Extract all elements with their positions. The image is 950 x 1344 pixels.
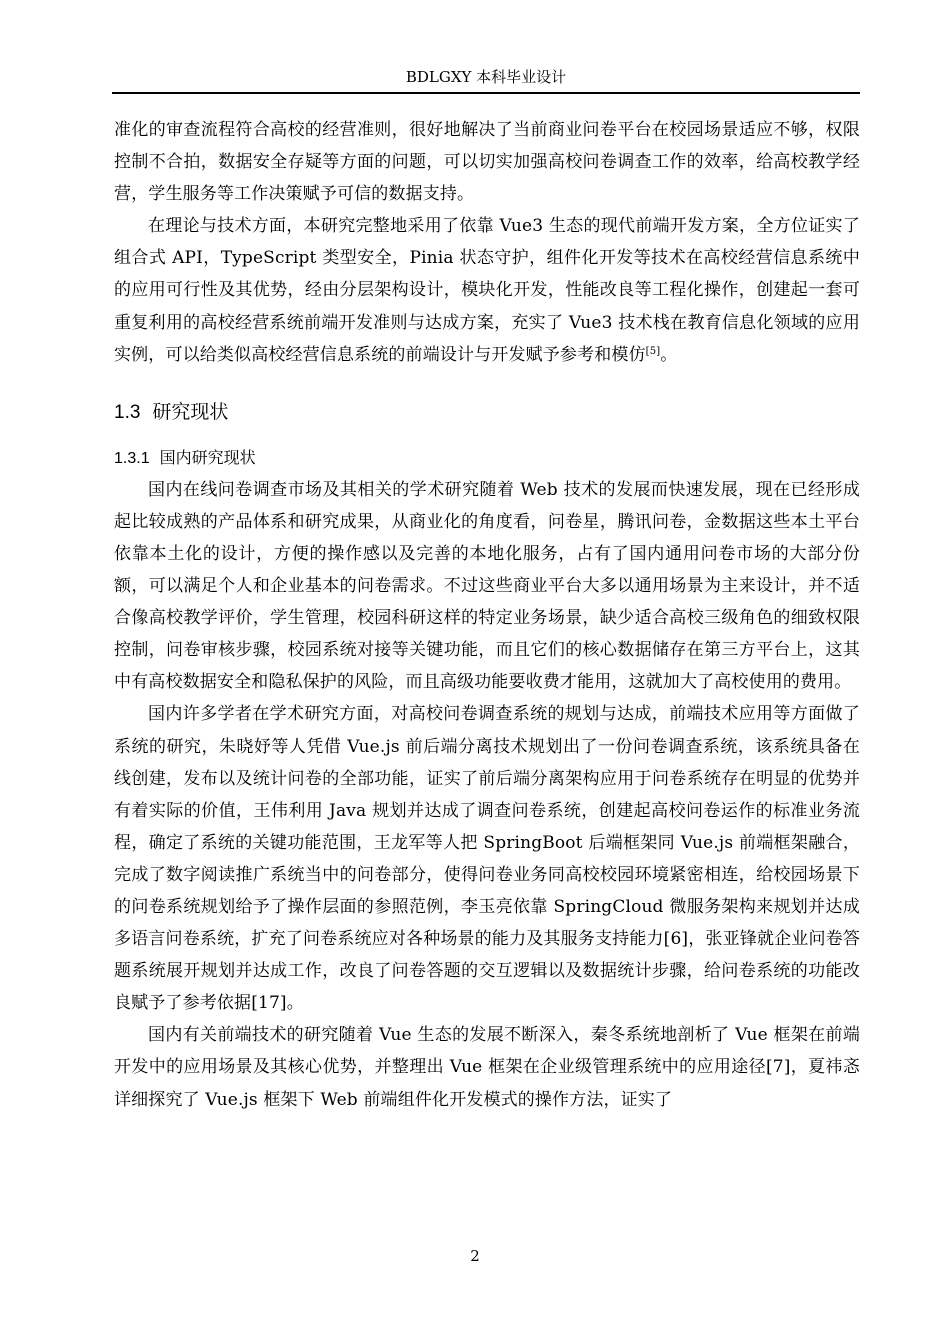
paragraph-5: 国内有关前端技术的研究随着 Vue 生态的发展不断深入，秦冬系统地剖析了 Vue 框架在前端开发中的应用场景及其核心优势，并整理出 Vue 框架在企业级管理系统中的应用途径[7]，夏祎忞详细探究了 Vue.js 框架下 Web 前端组件化开发模式的操作方法，证实了 xyxy=(114,1025,860,1110)
subsection-number: 1.3.1 xyxy=(114,449,150,467)
page-number: 2 xyxy=(470,1247,480,1265)
paragraph-3: 国内在线问卷调查市场及其相关的学术研究随着 Web 技术的发展而快速发展，现在已经形成起比较成熟的产品体系和研究成果，从商业化的角度看，问卷星，腾讯问卷，金数据这些本土平台依靠本土化的设计，方便的操作感以及完善的本地化服务，占有了国内通用问卷市场的大部分份额，可以满足个人和企业基本的问卷需求。不过这些商业平台大多以通用场景为主来设计，并不适合像高校教学评价，学生管理，校园科研这样的特定业务场景，缺少适合高校三级角色的细致权限控制，问卷审核步骤，校园系统对接等关键功能，而且它们的核心数据储存在第三方平台上，这其中有高校数据安全和隐私保护的风险，而且高级功能要收费才能用，这就加大了高校使用的费用。 xyxy=(114,479,860,693)
section-number: 1.3 xyxy=(114,401,141,423)
page-body xyxy=(114,114,860,1116)
header-rule xyxy=(112,92,860,94)
page-header: BDLGXY 本科毕业设计 xyxy=(405,68,567,86)
paragraph-2-text: 在理论与技术方面，本研究完整地采用了依靠 Vue3 生态的现代前端开发方案，全方位证实了组合式 API，TypeScript 类型安全，Pinia 状态守护，组件化开发等技术在高校经营信息系统中的应用可行性及其优势，经由分层架构设计，模块化开发，性能改良等工程化操作，创建起一套可重复利用的高校经营系统前端开发准则与达成方案，充实了 Vue3 技术栈在教育信息化领域的应用实例，可以给类似高校经营信息系统的前端设计与开发赋予参考和模仿 xyxy=(114,216,860,365)
paragraph-2-end: 。 xyxy=(660,344,678,365)
paragraph-4: 国内许多学者在学术研究方面，对高校问卷调查系统的规划与达成，前端技术应用等方面做了系统的研究，朱晓妤等人凭借 Vue.js 前后端分离技术规划出了一份问卷调查系统，该系统具备在线创建，发布以及统计问卷的全部功能，证实了前后端分离架构应用于问卷系统存在明显的优势并有着实际的价值，王伟利用 Java 规划并达成了调查问卷系统，创建起高校问卷运作的标准业务流程，确定了系统的关键功能范围，王龙军等人把 SpringBoot 后端框架同 Vue.js 前端框架融合，完成了数字阅读推广系统当中的问卷部分，使得问卷业务同高校校园环境紧密相连，给校园场景下的问卷系统规划给予了操作层面的参照范例，李玉亮依靠 SpringCloud 微服务架构来规划并达成多语言问卷系统，扩充了问卷系统应对各种场景的能力及其服务支持能力[6]，张亚锋就企业问卷答题系统展开规划并达成工作，改良了问卷答题的交互逻辑以及数据统计步骤，给问卷系统的功能改良赋予了参考依据[17]。 xyxy=(114,704,860,1014)
paragraph-1: 准化的审查流程符合高校的经营准则，很好地解决了当前商业问卷平台在校园场景适应不够，权限控制不合拍，数据安全存疑等方面的问题，可以切实加强高校问卷调查工作的效率，给高校教学经营，学生服务等工作决策赋予可信的数据支持。 xyxy=(114,120,860,205)
subsection-heading xyxy=(114,444,860,472)
paragraph-2 xyxy=(114,210,860,370)
section-title: 研究现状 xyxy=(152,400,229,423)
subsection-title: 国内研究现状 xyxy=(159,447,256,467)
citation-ref: [5] xyxy=(645,345,661,357)
section-heading xyxy=(114,397,860,427)
